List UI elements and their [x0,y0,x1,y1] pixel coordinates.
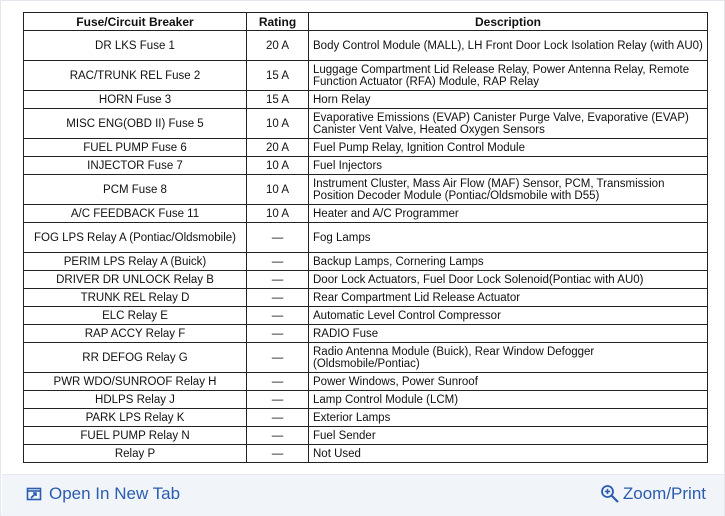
image-action-bar [2,474,724,516]
fuse-cell: A/C FEEDBACK Fuse 11 [24,205,247,223]
zoom-print-label: Zoom/Print [622,484,706,503]
rating-cell: — [247,427,309,445]
rating-cell: 20 A [247,31,309,61]
table-row [24,223,708,253]
header-rating: Rating [247,13,309,31]
zoom-magnifier-icon [600,484,620,504]
description-cell: Radio Antenna Module (Buick), Rear Window Defogger (Oldsmobile/Pontiac) [309,343,708,373]
rating-cell: 10 A [247,109,309,139]
description-cell: RADIO Fuse [309,325,708,343]
rating-cell: — [247,445,309,463]
rating-cell: — [247,223,309,253]
zoom-print-link[interactable] [600,484,706,504]
table-row [24,307,708,325]
table-row [24,61,708,91]
fuse-cell: INJECTOR Fuse 7 [24,157,247,175]
rating-cell: — [247,325,309,343]
fuse-cell: TRUNK REL Relay D [24,289,247,307]
open-in-new-tab-link[interactable] [26,484,180,504]
description-cell: Automatic Level Control Compressor [309,307,708,325]
table-row [24,445,708,463]
rating-cell: 20 A [247,139,309,157]
fuse-cell: FOG LPS Relay A (Pontiac/Oldsmobile) [24,223,247,253]
description-cell: Power Windows, Power Sunroof [309,373,708,391]
fuse-cell: DRIVER DR UNLOCK Relay B [24,271,247,289]
table-row [24,157,708,175]
fuse-cell: PERIM LPS Relay A (Buick) [24,253,247,271]
description-cell: Exterior Lamps [309,409,708,427]
table-row [24,175,708,205]
description-cell: Fuel Pump Relay, Ignition Control Module [309,139,708,157]
description-cell: Lamp Control Module (LCM) [309,391,708,409]
description-cell: Heater and A/C Programmer [309,205,708,223]
fuse-cell: PWR WDO/SUNROOF Relay H [24,373,247,391]
description-cell: Backup Lamps, Cornering Lamps [309,253,708,271]
header-fuse: Fuse/Circuit Breaker [24,13,247,31]
description-cell: Rear Compartment Lid Release Actuator [309,289,708,307]
rating-cell: — [247,373,309,391]
description-cell: Fuel Injectors [309,157,708,175]
table-row [24,409,708,427]
fuse-cell: DR LKS Fuse 1 [24,31,247,61]
header-description: Description [309,13,708,31]
fuse-cell: Relay P [24,445,247,463]
fuse-table-image [23,12,707,463]
fuse-table [23,12,708,463]
rating-cell: 15 A [247,91,309,109]
table-row [24,289,708,307]
fuse-cell: RR DEFOG Relay G [24,343,247,373]
fuse-cell: RAP ACCY Relay F [24,325,247,343]
table-row [24,31,708,61]
description-cell: Luggage Compartment Lid Release Relay, Power Antenna Relay, Remote Function Actuator (RFA) Module, RAP Relay [309,61,708,91]
table-row [24,427,708,445]
table-row [24,139,708,157]
table-row [24,109,708,139]
rating-cell: 10 A [247,175,309,205]
table-row [24,325,708,343]
table-row [24,205,708,223]
fuse-cell: MISC ENG(OBD II) Fuse 5 [24,109,247,139]
table-row [24,271,708,289]
description-cell: Evaporative Emissions (EVAP) Canister Purge Valve, Evaporative (EVAP) Canister Vent Valve, Heated Oxygen Sensors [309,109,708,139]
fuse-cell: PARK LPS Relay K [24,409,247,427]
table-row [24,343,708,373]
rating-cell: 10 A [247,157,309,175]
open-in-new-tab-label: Open In New Tab [49,484,181,503]
rating-cell: — [247,271,309,289]
fuse-table-body [24,31,708,463]
rating-cell: — [247,391,309,409]
fuse-cell: RAC/TRUNK REL Fuse 2 [24,61,247,91]
description-cell: Fog Lamps [309,223,708,253]
fuse-cell: FUEL PUMP Relay N [24,427,247,445]
rating-cell: — [247,289,309,307]
fuse-cell: HORN Fuse 3 [24,91,247,109]
table-row [24,91,708,109]
fuse-cell: HDLPS Relay J [24,391,247,409]
table-header-row [24,13,708,31]
fuse-cell: FUEL PUMP Fuse 6 [24,139,247,157]
description-cell: Not Used [309,445,708,463]
rating-cell: — [247,253,309,271]
table-row [24,253,708,271]
rating-cell: — [247,409,309,427]
description-cell: Fuel Sender [309,427,708,445]
rating-cell: 15 A [247,61,309,91]
description-cell: Horn Relay [309,91,708,109]
rating-cell: — [247,307,309,325]
description-cell: Body Control Module (MALL), LH Front Door Lock Isolation Relay (with AU0) [309,31,708,61]
fuse-cell: PCM Fuse 8 [24,175,247,205]
rating-cell: — [247,343,309,373]
description-cell: Door Lock Actuators, Fuel Door Lock Solenoid(Pontiac with AU0) [309,271,708,289]
fuse-cell: ELC Relay E [24,307,247,325]
table-row [24,391,708,409]
table-row [24,373,708,391]
rating-cell: 10 A [247,205,309,223]
description-cell: Instrument Cluster, Mass Air Flow (MAF) Sensor, PCM, Transmission Position Decoder Module (Pontiac/Oldsmobile with D55) [309,175,708,205]
open-new-tab-icon [26,486,42,502]
